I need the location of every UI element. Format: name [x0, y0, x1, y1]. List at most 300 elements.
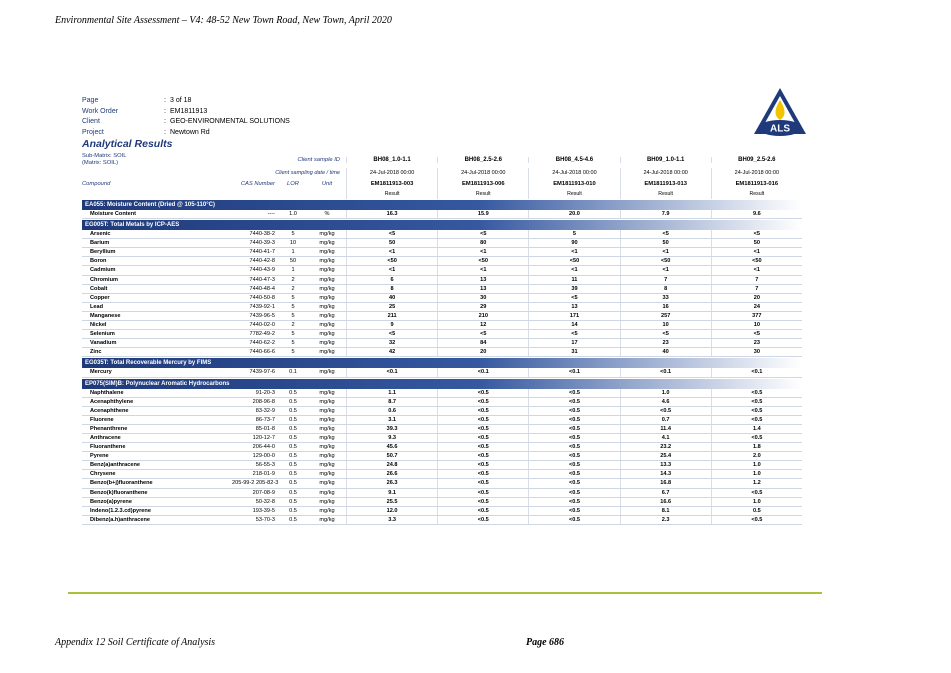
cas-number: 207-08-9 [252, 489, 275, 496]
unit-value: mg/kg [319, 425, 335, 432]
result-value: 5 [528, 230, 619, 238]
unit-value: mg/kg [319, 444, 335, 451]
compound-name: Nickel [90, 322, 107, 329]
result-value: 14.3 [620, 470, 711, 478]
result-value: 16 [620, 303, 711, 311]
result-value: 8.7 [346, 398, 437, 406]
cas-number: 7440-48-4 [249, 285, 275, 292]
result-value: <0.5 [528, 425, 619, 433]
lor-value: 0.5 [289, 407, 297, 414]
section-header: EA055: Moisture Content (Dried @ 105-110°C) [82, 200, 802, 210]
result-value: <50 [437, 257, 528, 265]
lor-value: 0.5 [289, 462, 297, 469]
table-row [82, 303, 802, 312]
cas-number: 193-39-5 [252, 507, 275, 514]
unit-value: mg/kg [319, 231, 335, 238]
result-label: Result [620, 190, 711, 199]
lor-value: 10 [289, 240, 297, 247]
unit-value: mg/kg [319, 471, 335, 478]
result-value: 40 [620, 348, 711, 356]
section-header: EG005T: Total Metals by ICP-AES [82, 220, 802, 230]
compound-name: Benzo(b+j)fluoranthene [90, 480, 153, 487]
result-value: <5 [437, 330, 528, 338]
cas-number: 85-01-8 [255, 425, 275, 432]
table-row [82, 507, 802, 516]
submatrix-label: Sub-Matrix: SOIL [82, 153, 127, 159]
result-value: <0.5 [437, 425, 528, 433]
result-value: 17 [528, 339, 619, 347]
lor-value: 1.0 [289, 211, 297, 217]
result-value: 1.4 [711, 425, 802, 433]
result-value: <1 [711, 266, 802, 274]
result-value: 1.0 [711, 470, 802, 478]
unit-value: mg/kg [319, 398, 335, 405]
result-value: <0.5 [711, 489, 802, 497]
result-value: 3.3 [346, 516, 437, 524]
result-value: 15.9 [437, 210, 528, 218]
result-value: 210 [437, 312, 528, 320]
unit-value: mg/kg [319, 507, 335, 514]
lor-value: 0.5 [289, 489, 297, 496]
col-cas: CAS Number [240, 181, 275, 187]
result-value: 3.1 [346, 416, 437, 424]
compound-name: Cadmium [90, 267, 116, 274]
report-meta: Page : 3 of 18 Work Order : EM1811913 Client : GEO-ENVIRONMENTAL SOLUTIONS Project : Newtown Rd [82, 96, 290, 138]
table-row [82, 416, 802, 425]
meta-page-value: 3 of 18 [170, 97, 192, 104]
result-value: 20.0 [528, 210, 619, 218]
cas-number: 53-70-3 [255, 516, 275, 523]
result-value: <0.1 [346, 368, 437, 376]
table-row [82, 312, 802, 321]
result-value: 2.0 [711, 452, 802, 460]
result-value: 0.6 [346, 407, 437, 415]
lor-value: 0.5 [289, 425, 297, 432]
result-value: 13.3 [620, 461, 711, 469]
sample-id: BH08_2.5-2.6 [437, 157, 528, 163]
lor-value: 0.5 [289, 416, 297, 423]
lor-value: 1 [291, 249, 295, 256]
lab-id: EM1811913-003 [346, 179, 437, 190]
sampling-date-label: Client sampling date / time [275, 170, 340, 176]
section-header: EP075(SIM)B: Polynuclear Aromatic Hydrocarbons [82, 379, 802, 389]
cas-number: 7440-41-7 [249, 249, 275, 256]
result-value: 10 [711, 321, 802, 329]
result-value: 20 [711, 294, 802, 302]
result-value: 377 [711, 312, 802, 320]
result-value: 2.3 [620, 516, 711, 524]
page-title: Analytical Results [82, 138, 173, 150]
lor-value: 5 [291, 349, 295, 356]
result-value: 30 [711, 348, 802, 356]
result-value: 1.8 [711, 443, 802, 451]
result-value: <50 [528, 257, 619, 265]
result-value: <0.5 [437, 479, 528, 487]
result-label-row [82, 190, 802, 199]
result-value: 31 [528, 348, 619, 356]
result-value: 32 [346, 339, 437, 347]
cas-number: 83-32-9 [255, 407, 275, 414]
compound-name: Benzo(k)fluoranthene [90, 489, 148, 496]
lor-value: 0.5 [289, 507, 297, 514]
result-value: <1 [346, 248, 437, 256]
unit-value: mg/kg [319, 249, 335, 256]
result-value: 7 [711, 285, 802, 293]
lor-value: 5 [291, 294, 295, 301]
unit-value: mg/kg [319, 453, 335, 460]
unit-value: % [324, 211, 330, 217]
unit-value: mg/kg [319, 312, 335, 319]
matrix-label: (Matrix: SOIL) [82, 160, 119, 166]
result-value: 7 [620, 276, 711, 284]
sample-id: BH08_4.5-4.6 [528, 157, 619, 163]
cas-number: 56-55-3 [255, 462, 275, 469]
unit-value: mg/kg [319, 349, 335, 356]
result-label: Result [711, 190, 802, 199]
result-value: <5 [346, 330, 437, 338]
result-value: 8 [620, 285, 711, 293]
table-row [82, 339, 802, 348]
unit-value: mg/kg [319, 340, 335, 347]
lor-value: 5 [291, 231, 295, 238]
meta-client-value: GEO-ENVIRONMENTAL SOLUTIONS [170, 118, 290, 125]
unit-value: mg/kg [319, 258, 335, 265]
unit-value: mg/kg [319, 294, 335, 301]
table-row [82, 248, 802, 257]
lor-value: 0.5 [289, 398, 297, 405]
compound-name: Dibenz(a.h)anthracene [90, 516, 150, 523]
cas-number: 120-12-7 [252, 434, 275, 441]
cas-number: 7440-43-9 [249, 267, 275, 274]
cas-number: 208-96-8 [252, 398, 275, 405]
cas-number: 7440-02-0 [249, 322, 275, 329]
compound-name: Barium [90, 240, 110, 247]
result-value: <0.5 [437, 452, 528, 460]
result-value: 23 [620, 339, 711, 347]
unit-value: mg/kg [319, 303, 335, 310]
result-value: <1 [620, 248, 711, 256]
result-value: <0.5 [528, 389, 619, 397]
result-value: <0.5 [528, 516, 619, 524]
unit-value: mg/kg [319, 331, 335, 338]
lor-value: 5 [291, 331, 295, 338]
result-value: <0.5 [528, 407, 619, 415]
table-row [82, 516, 802, 525]
result-value: 45.6 [346, 443, 437, 451]
table-row [82, 498, 802, 507]
compound-name: Fluorene [90, 416, 114, 423]
lor-value: 0.5 [289, 480, 297, 487]
result-value: 1.0 [711, 498, 802, 506]
footer-page: Page 686 [526, 637, 565, 648]
result-value: <0.5 [528, 452, 619, 460]
table-row [82, 276, 802, 285]
result-value: 26.6 [346, 470, 437, 478]
sampling-date: 24-Jul-2018 00:00 [346, 168, 437, 179]
lor-value: 5 [291, 340, 295, 347]
result-value: 90 [528, 239, 619, 247]
lor-value: 2 [291, 276, 295, 283]
meta-client-label: Client [82, 118, 100, 125]
result-value: <50 [620, 257, 711, 265]
table-row [82, 210, 802, 219]
cas-number: 7440-62-2 [249, 340, 275, 347]
result-value: <0.5 [437, 516, 528, 524]
lor-value: 0.5 [289, 389, 297, 396]
result-value: 20 [437, 348, 528, 356]
table-row [82, 294, 802, 303]
table-row [82, 489, 802, 498]
result-value: 9.3 [346, 434, 437, 442]
result-label: Result [346, 190, 437, 199]
result-value: 257 [620, 312, 711, 320]
result-value: 42 [346, 348, 437, 356]
table-row [82, 452, 802, 461]
compound-name: Chrysene [90, 471, 116, 478]
unit-value: mg/kg [319, 407, 335, 414]
result-value: <0.5 [528, 507, 619, 515]
result-value: 13 [437, 276, 528, 284]
lor-value: 2 [291, 322, 295, 329]
result-value: <0.5 [528, 461, 619, 469]
result-value: <0.5 [711, 434, 802, 442]
compound-name: Selenium [90, 331, 115, 338]
result-value: <0.5 [620, 407, 711, 415]
result-value: <0.5 [711, 398, 802, 406]
result-value: <0.5 [528, 443, 619, 451]
result-value: <0.1 [437, 368, 528, 376]
col-lor: LOR [287, 181, 299, 187]
result-value: 7.9 [620, 210, 711, 218]
lor-value: 0.5 [289, 453, 297, 460]
compound-name: Acenaphthene [90, 407, 129, 414]
result-value: <1 [437, 248, 528, 256]
compound-name: Phenanthrene [90, 425, 128, 432]
result-value: 50 [711, 239, 802, 247]
cas-number: 7440-50-8 [249, 294, 275, 301]
meta-project-label: Project [82, 128, 104, 136]
result-value: 24 [711, 303, 802, 311]
sample-id-header [82, 152, 802, 168]
compound-name: Moisture Content [90, 211, 136, 217]
result-value: <0.1 [620, 368, 711, 376]
unit-value: mg/kg [319, 240, 335, 247]
result-value: 4.1 [620, 434, 711, 442]
result-value: <0.5 [711, 516, 802, 524]
lor-value: 0.5 [289, 498, 297, 505]
cas-number: 7439-96-5 [249, 312, 275, 319]
unit-value: mg/kg [319, 276, 335, 283]
sampling-date: 24-Jul-2018 00:00 [437, 168, 528, 179]
result-value: 16.6 [620, 498, 711, 506]
result-value: 6 [346, 276, 437, 284]
cas-number: ---- [267, 211, 275, 217]
bottom-rule [68, 592, 822, 594]
result-value: <5 [711, 330, 802, 338]
result-value: 9 [346, 321, 437, 329]
cas-number: 7782-49-2 [249, 331, 275, 338]
compound-name: Manganese [90, 312, 121, 319]
unit-value: mg/kg [319, 462, 335, 469]
sample-id: BH09_1.0-1.1 [620, 157, 711, 163]
result-value: 23 [711, 339, 802, 347]
result-value: 23.2 [620, 443, 711, 451]
table-row [82, 348, 802, 357]
result-value: <0.5 [437, 434, 528, 442]
compound-name: Copper [90, 294, 110, 301]
result-value: <0.5 [528, 416, 619, 424]
lor-value: 5 [291, 303, 295, 310]
result-value: <0.5 [437, 443, 528, 451]
logo-text: ALS [770, 123, 790, 135]
result-value: 12 [437, 321, 528, 329]
col-unit: Unit [321, 181, 333, 187]
table-row [82, 321, 802, 330]
result-value: <0.5 [437, 389, 528, 397]
result-value: 50.7 [346, 452, 437, 460]
result-value: <0.5 [528, 498, 619, 506]
result-value: <0.5 [437, 398, 528, 406]
unit-value: mg/kg [319, 285, 335, 292]
compound-name: Benzo(a)pyrene [90, 498, 132, 505]
compound-name: Naphthalene [90, 389, 124, 396]
result-value: <0.5 [437, 470, 528, 478]
table-row [82, 368, 802, 377]
results-table [82, 152, 802, 525]
result-value: <5 [528, 294, 619, 302]
result-value: <5 [346, 230, 437, 238]
cas-number: 205-99-2 205-82-3 [232, 480, 279, 487]
unit-value: mg/kg [319, 498, 335, 505]
lor-value: 0.5 [289, 444, 297, 451]
result-value: <1 [528, 266, 619, 274]
unit-value: mg/kg [319, 516, 335, 523]
compound-name: Benz(a)anthracene [90, 462, 141, 469]
compound-name: Lead [90, 303, 104, 310]
result-value: <50 [346, 257, 437, 265]
table-row [82, 330, 802, 339]
cas-number: 7440-38-2 [249, 231, 275, 238]
result-value: 11.4 [620, 425, 711, 433]
document-header: Environmental Site Assessment – V4: 48-52 New Town Road, New Town, April 2020 [55, 15, 392, 26]
result-value: <0.5 [437, 498, 528, 506]
result-value: <1 [528, 248, 619, 256]
table-row [82, 239, 802, 248]
meta-project-value: Newtown Rd [170, 128, 210, 136]
result-value: <0.5 [711, 407, 802, 415]
result-value: <50 [711, 257, 802, 265]
lab-id: EM1811913-013 [620, 179, 711, 190]
sampling-date: 24-Jul-2018 00:00 [711, 168, 802, 179]
result-value: 9.1 [346, 489, 437, 497]
compound-name: Boron [90, 258, 107, 265]
result-value: 13 [528, 303, 619, 311]
lor-value: 0.5 [289, 434, 297, 441]
cas-number: 206-44-0 [252, 444, 275, 451]
result-value: 50 [346, 239, 437, 247]
compound-name: Arsenic [90, 231, 111, 238]
result-value: 211 [346, 312, 437, 320]
table-row [82, 434, 802, 443]
result-value: 14 [528, 321, 619, 329]
cas-number: 7439-92-1 [249, 303, 275, 310]
cas-number: 91-20-3 [255, 389, 275, 396]
result-value: 1.1 [346, 389, 437, 397]
compound-name: Vanadium [90, 340, 117, 347]
compound-name: Acenaphthylene [90, 398, 134, 405]
result-value: <5 [620, 230, 711, 238]
result-value: <0.5 [528, 479, 619, 487]
table-row [82, 425, 802, 434]
meta-workorder-value: EM1811913 [170, 107, 208, 115]
result-value: 13 [437, 285, 528, 293]
table-row [82, 389, 802, 398]
table-row [82, 266, 802, 275]
compound-name: Chromium [90, 276, 118, 283]
footer-left: Appendix 12 Soil Certificate of Analysis [55, 637, 216, 648]
cas-number: 7440-42-8 [249, 258, 275, 265]
table-row [82, 470, 802, 479]
unit-value: mg/kg [319, 389, 335, 396]
table-row [82, 461, 802, 470]
table-row [82, 479, 802, 488]
result-value: 25.5 [346, 498, 437, 506]
lor-value: 0.5 [289, 471, 297, 478]
unit-value: mg/kg [319, 369, 335, 376]
table-row [82, 398, 802, 407]
result-value: <0.5 [711, 389, 802, 397]
table-row [82, 257, 802, 266]
result-value: 40 [346, 294, 437, 302]
result-value: 26.3 [346, 479, 437, 487]
lab-id: EM1811913-010 [528, 179, 619, 190]
result-value: <5 [711, 230, 802, 238]
cas-number: 7440-47-3 [249, 276, 275, 283]
client-sample-id-label: Client sample ID [297, 157, 340, 163]
result-value: <0.1 [711, 368, 802, 376]
result-value: <1 [620, 266, 711, 274]
result-value: 29 [437, 303, 528, 311]
result-value: 16.8 [620, 479, 711, 487]
result-value: 25 [346, 303, 437, 311]
result-value: 84 [437, 339, 528, 347]
result-value: <0.5 [437, 507, 528, 515]
result-value: 1.0 [620, 389, 711, 397]
table-row [82, 285, 802, 294]
result-value: <0.5 [711, 416, 802, 424]
table-row [82, 407, 802, 416]
lor-value: 2 [291, 285, 295, 292]
result-value: <5 [528, 330, 619, 338]
unit-value: mg/kg [319, 489, 335, 496]
result-value: 0.5 [711, 507, 802, 515]
lor-value: 50 [289, 258, 297, 265]
result-value: 10 [620, 321, 711, 329]
result-value: 50 [620, 239, 711, 247]
section-header: EG035T: Total Recoverable Mercury by FIMS [82, 358, 802, 368]
unit-value: mg/kg [319, 416, 335, 423]
sampling-date: 24-Jul-2018 00:00 [620, 168, 711, 179]
table-row [82, 443, 802, 452]
cas-number: 50-32-8 [255, 498, 275, 505]
meta-workorder-label: Work Order [82, 107, 119, 115]
compound-name: Indeno(1.2.3.cd)pyrene [90, 507, 151, 514]
sampling-date-header [82, 168, 802, 179]
result-value: 4.6 [620, 398, 711, 406]
compound-name: Zinc [90, 349, 102, 356]
unit-value: mg/kg [319, 434, 335, 441]
result-value: 24.8 [346, 461, 437, 469]
